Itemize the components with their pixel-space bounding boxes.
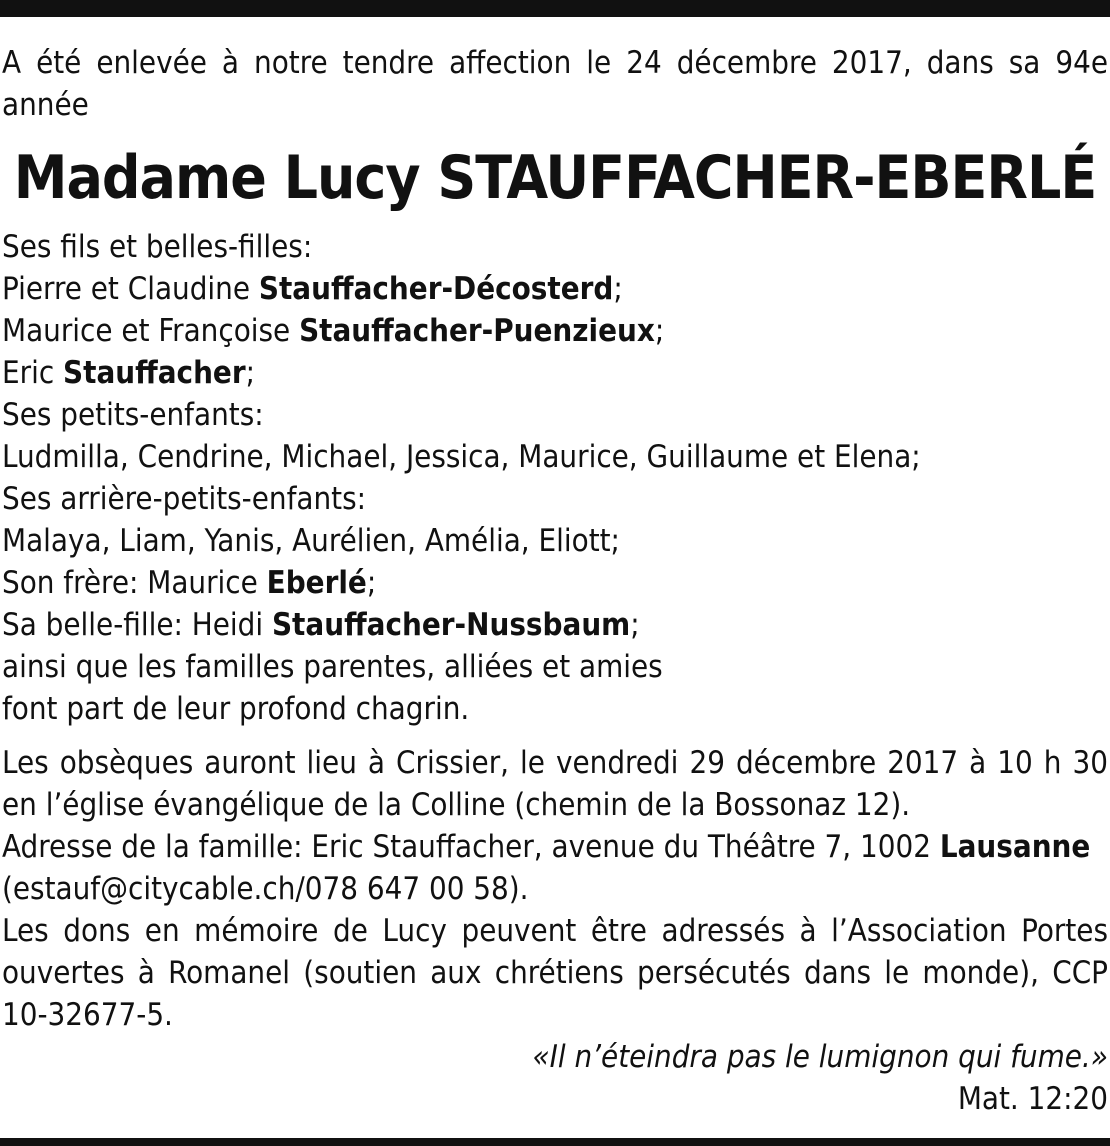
- grandchildren-heading: Ses petits-enfants:: [2, 397, 264, 433]
- funeral-line-1: Les obsèques auront lieu à Crissier, le vendredi 29 décembre 2017 à 10 h 30: [2, 745, 1108, 781]
- obituary-notice: [2, 42, 1108, 1120]
- deceased-name: Madame Lucy STAUFFACHER-EBERLÉ: [13, 143, 1097, 213]
- grief-line: font part de leur profond chagrin.: [2, 691, 470, 727]
- family-contact: (estauf@citycable.ch/078 647 00 58).: [2, 871, 529, 907]
- bible-quote: «Il n’éteindra pas le lumignon qui fume.»: [532, 1039, 1108, 1075]
- son-surname-1: Stauffacher-Décosterd: [258, 271, 614, 307]
- bottom-rule: [0, 1138, 1110, 1146]
- top-rule: [0, 0, 1110, 17]
- brother-surname: Eberlé: [266, 565, 367, 601]
- son-entry-2: Maurice et Françoise Stauffacher-Puenzieux;: [2, 313, 665, 349]
- son-surname-3: Stauffacher: [63, 355, 246, 391]
- son-entry-3: Eric Stauffacher;: [2, 355, 256, 391]
- grandchildren-list: Ludmilla, Cendrine, Michael, Jessica, Maurice, Guillaume et Elena;: [2, 439, 921, 475]
- brother-entry: Son frère: Maurice Eberlé;: [2, 565, 377, 601]
- great-grandchildren-list: Malaya, Liam, Yanis, Aurélien, Amélia, Eliott;: [2, 523, 620, 559]
- relatives-line: ainsi que les familles parentes, alliées et amies: [2, 649, 663, 685]
- sons-heading: Ses fils et belles-filles:: [2, 229, 313, 265]
- bible-reference: Mat. 12:20: [957, 1081, 1108, 1117]
- donations-text: Les dons en mémoire de Lucy peuvent être adressés à l’Association Portes ouvertes à Romanel (soutien aux chrétiens persécutés dans le monde), CCP 10-32677-5.: [2, 913, 1108, 1033]
- intro-text: A été enlevée à notre tendre affection le 24 décembre 2017, dans sa 94e année: [2, 45, 1108, 123]
- son-surname-2: Stauffacher-Puenzieux: [299, 313, 655, 349]
- great-grandchildren-heading: Ses arrière-petits-enfants:: [2, 481, 367, 517]
- funeral-details: [2, 742, 1108, 1036]
- family-list: [2, 226, 1108, 730]
- address-city: Lausanne: [939, 829, 1091, 865]
- daughter-in-law-surname: Stauffacher-Nussbaum: [271, 607, 631, 643]
- daughter-in-law-entry: Sa belle-fille: Heidi Stauffacher-Nussbaum;: [2, 607, 640, 643]
- son-entry-1: Pierre et Claudine Stauffacher-Décosterd;: [2, 271, 623, 307]
- family-address: Adresse de la famille: Eric Stauffacher, avenue du Théâtre 7, 1002 Lausanne: [2, 829, 1091, 865]
- funeral-line-2: en l’église évangélique de la Colline (chemin de la Bossonaz 12).: [2, 787, 911, 823]
